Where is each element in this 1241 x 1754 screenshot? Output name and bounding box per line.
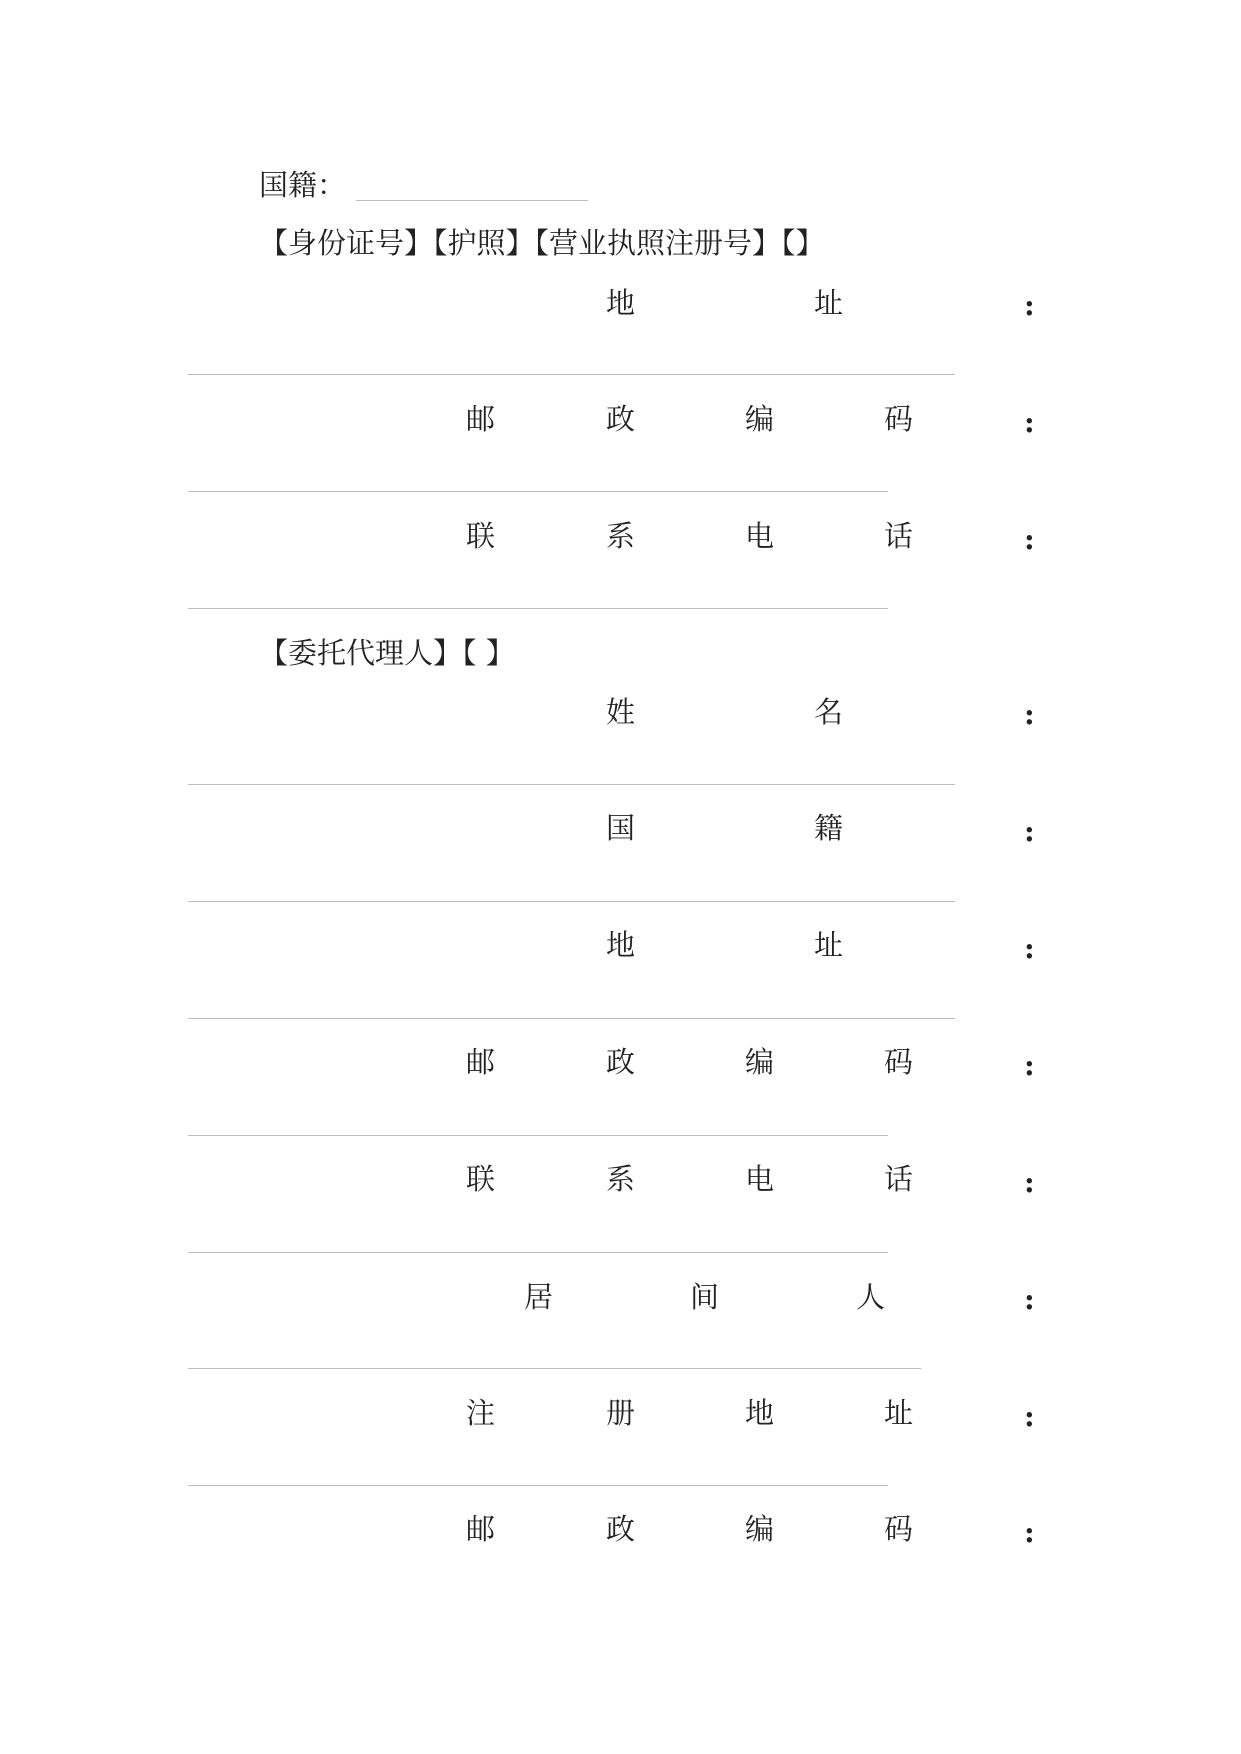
agent-phone-label-char-1: 联 <box>466 1162 496 1196</box>
intermediary-colon: : <box>1024 1282 1035 1316</box>
agent-address-label-char-2: 址 <box>814 928 844 962</box>
address-blank-line[interactable] <box>188 374 955 375</box>
agent-address-colon: : <box>1024 931 1035 965</box>
agent-phone-blank-line[interactable] <box>188 1252 888 1253</box>
phone-label-char-2: 系 <box>606 519 636 553</box>
reg-address-colon: : <box>1024 1399 1035 1433</box>
agent-postcode-label-char-2: 政 <box>606 1045 636 1079</box>
agent-nationality-label-char-2: 籍 <box>814 811 844 845</box>
address-label-char-2: 址 <box>814 286 844 320</box>
address-colon: : <box>1024 288 1035 322</box>
postcode-label-char-2: 政 <box>606 402 636 436</box>
agent-phone-colon: : <box>1024 1165 1035 1199</box>
postcode-blank-line[interactable] <box>188 491 888 492</box>
agent-nationality-label-char-1: 国 <box>606 811 636 845</box>
phone-label-char-3: 电 <box>745 519 775 553</box>
agent-postcode-label-char-1: 邮 <box>466 1045 496 1079</box>
agent-name-colon: : <box>1024 697 1035 731</box>
postcode-label-char-4: 码 <box>884 402 914 436</box>
intermediary-blank-line[interactable] <box>188 1368 921 1369</box>
intermediary-label-char-1: 居 <box>524 1280 554 1314</box>
phone-colon: : <box>1024 522 1035 556</box>
reg-address-label-char-2: 册 <box>606 1396 636 1430</box>
agent-phone-label-char-2: 系 <box>606 1162 636 1196</box>
agent-address-blank-line[interactable] <box>188 1018 955 1019</box>
reg-address-label-char-4: 址 <box>884 1396 914 1430</box>
postcode-label-char-3: 编 <box>745 402 775 436</box>
agent-postcode-label-char-4: 码 <box>884 1045 914 1079</box>
agent-heading: 【委托代理人】【 】 <box>259 636 515 670</box>
agent-postcode-colon: : <box>1024 1048 1035 1082</box>
agent-nationality-colon: : <box>1024 814 1035 848</box>
phone-label-char-1: 联 <box>466 519 496 553</box>
agent-postcode-label-char-3: 编 <box>745 1045 775 1079</box>
intermediary-postcode-label-char-1: 邮 <box>466 1512 496 1546</box>
reg-address-label-char-3: 地 <box>745 1396 775 1430</box>
agent-nationality-blank-line[interactable] <box>188 901 955 902</box>
reg-address-blank-line[interactable] <box>188 1485 888 1486</box>
agent-phone-label-char-3: 电 <box>745 1162 775 1196</box>
agent-name-label-char-2: 名 <box>814 695 844 729</box>
postcode-label-char-1: 邮 <box>466 402 496 436</box>
intermediary-postcode-label-char-3: 编 <box>745 1512 775 1546</box>
address-label-char-1: 地 <box>606 286 636 320</box>
intermediary-postcode-label-char-2: 政 <box>606 1512 636 1546</box>
agent-postcode-blank-line[interactable] <box>188 1135 888 1136</box>
reg-address-label-char-1: 注 <box>466 1396 496 1430</box>
agent-phone-label-char-4: 话 <box>884 1162 914 1196</box>
phone-blank-line[interactable] <box>188 608 888 609</box>
nationality-blank-line[interactable] <box>356 200 588 201</box>
agent-name-blank-line[interactable] <box>188 784 955 785</box>
agent-name-label-char-1: 姓 <box>606 695 636 729</box>
id-type-options: 【身份证号】【护照】【营业执照注册号】【】 <box>259 226 825 260</box>
intermediary-label-char-3: 人 <box>856 1280 886 1314</box>
intermediary-postcode-label-char-4: 码 <box>884 1512 914 1546</box>
agent-address-label-char-1: 地 <box>606 928 636 962</box>
intermediary-label-char-2: 间 <box>690 1280 720 1314</box>
phone-label-char-4: 话 <box>884 519 914 553</box>
postcode-colon: : <box>1024 405 1035 439</box>
intermediary-postcode-colon: : <box>1024 1515 1035 1549</box>
nationality-label: 国籍： <box>259 168 347 202</box>
